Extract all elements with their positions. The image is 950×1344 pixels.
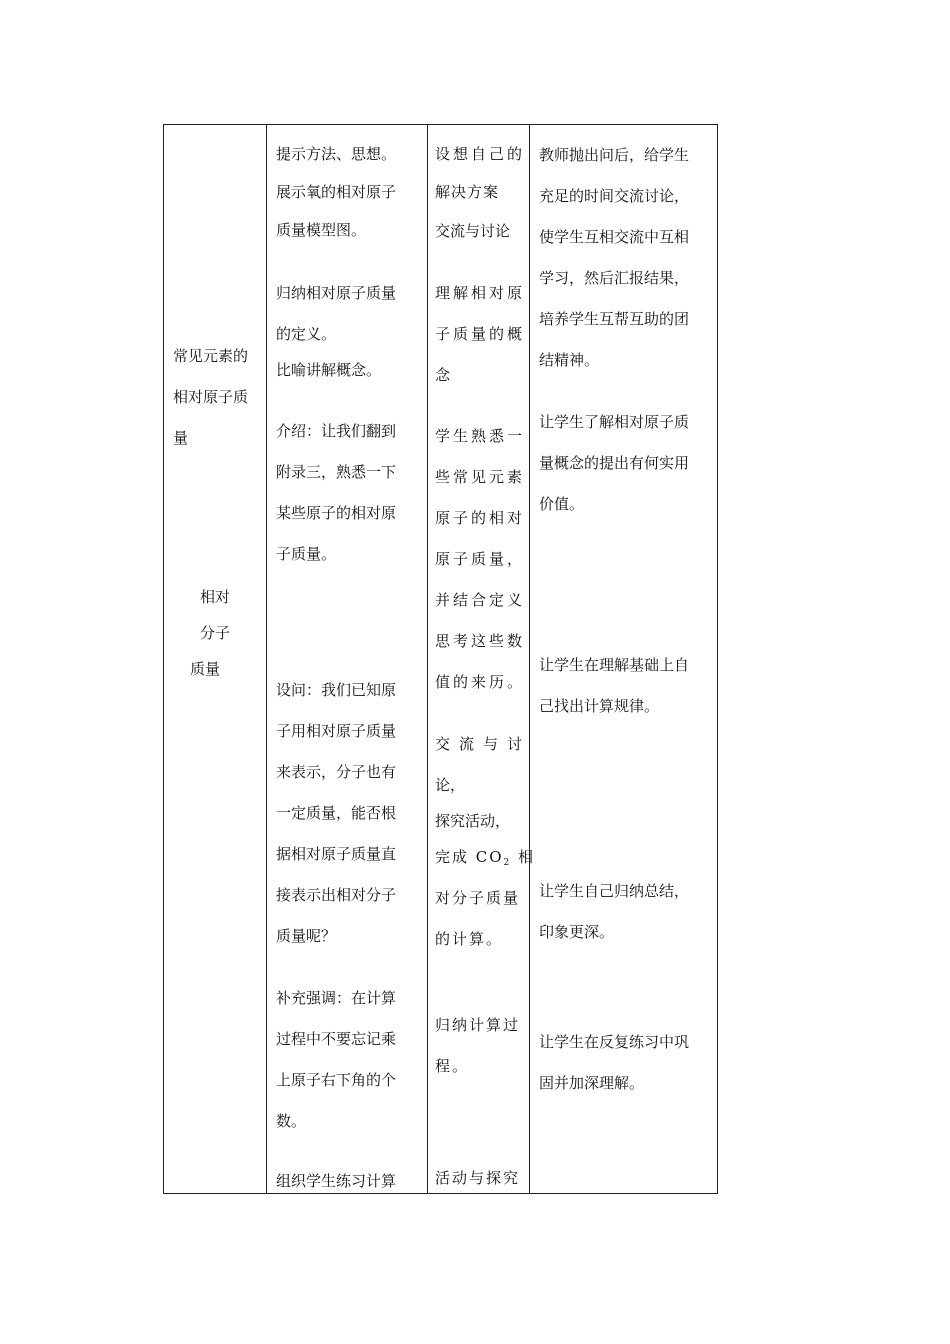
design-intent: 让学生在理解基础上自 己找出计算规律。 [539, 656, 690, 715]
student-activity: 归纳计算过 程。 [435, 1016, 521, 1075]
design-intent: 让学生在反复练习中巩 固并加深理解。 [539, 1033, 690, 1092]
topic-relative-molecular-mass: 相对 分子 质量 [190, 588, 231, 678]
teacher-activity: 补充强调：在计算 过程中不要忘记乘 上原子右下角的个 数。 [276, 989, 397, 1130]
design-intent-column [529, 125, 717, 1193]
student-activity: 交流与讨 论， [435, 735, 532, 794]
student-activity-column [427, 125, 536, 1193]
design-intent: 教师抛出问后，给学生 充足的时间交流讨论， 使学生互相交流中互相 学习，然后汇报结果， 培养学生互帮互助的团 结精神。 [539, 146, 690, 369]
teacher-activity: 组织学生练习计算 [276, 1172, 397, 1190]
student-activity: 对分子质量 的计算。 [435, 889, 521, 948]
student-activity: 探究活动， [435, 812, 511, 830]
teacher-activity: 介绍：让我们翻到 附录三，熟悉一下 某些原子的相对原 子质量。 [276, 422, 397, 563]
student-activity: 活动与探究 [435, 1169, 521, 1187]
topic-relative-atomic-mass: 常见元素的 相对原子质 量 [173, 347, 249, 447]
teacher-activity: 设问：我们已知原 子用相对原子质量 来表示，分子也有 一定质量，能否根 据相对原子质量直 接表示出相对分子 质量呢？ [276, 681, 397, 945]
design-intent: 让学生了解相对原子质 量概念的提出有何实用 价值。 [539, 413, 690, 513]
student-activity: 设想自己的 解决方案 [435, 145, 526, 201]
student-activity: 交流与讨论 [435, 222, 511, 240]
student-activity-formula: 完成 $CO_2$ 相 [435, 848, 536, 868]
teacher-activity: 归纳相对原子质量 的定义。 [276, 284, 397, 343]
teacher-activity: 比喻讲解概念。 [276, 361, 382, 379]
teacher-activity-column [266, 125, 427, 1193]
design-intent: 让学生自己归纳总结， 印象更深。 [539, 882, 690, 941]
student-activity: 理解相对原 子质量的概 念 [435, 284, 526, 384]
teacher-activity: 提示方法、思想。 展示氧的相对原子 质量模型图。 [276, 145, 397, 239]
student-activity: 学生熟悉一 些常见元素 原子的相对 原子质量， 并结合定义 思考这些数 值的来历。 [435, 427, 526, 691]
lesson-plan-table [163, 124, 718, 1194]
topic-column [164, 125, 266, 1193]
